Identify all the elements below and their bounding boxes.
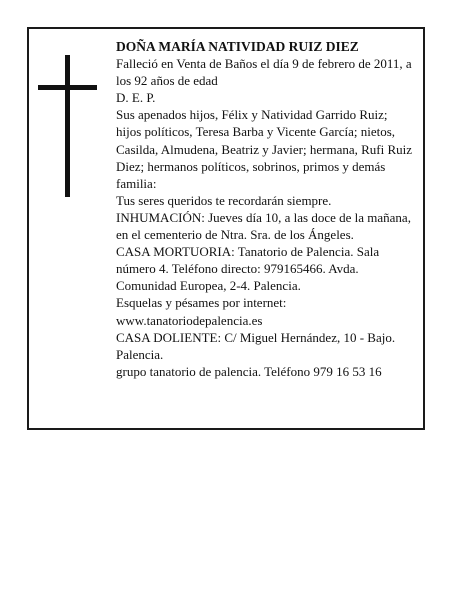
- obituary-text: [116, 38, 416, 380]
- deceased-name: DOÑA MARÍA NATIVIDAD RUIZ DIEZ: [116, 39, 359, 54]
- death-info: Falleció en Venta de Baños el día 9 de febrero de 2011, a los 92 años de edad: [116, 56, 412, 89]
- condolences-info: Esquelas y pésames por internet: www.tanatoriodepalencia.es: [116, 295, 287, 328]
- cross-icon-bar: [38, 85, 97, 90]
- memorial-message: Tus seres queridos te recordarán siempre.: [116, 192, 332, 208]
- mourning-house-info: CASA DOLIENTE: C/ Miguel Hernández, 10 - Bajo. Palencia.: [116, 329, 396, 362]
- family-list: Sus apenados hijos, Félix y Natividad Garrido Ruiz; hijos políticos, Teresa Barba y Vicente García; nietos, Casilda, Almudena, Beatriz y Javier; hermana, Rufi Ruiz Diez; hermanos políticos, sobrinos, primos y demás familia:: [116, 107, 413, 191]
- burial-info: INHUMACIÓN: Jueves día 10, a las doce de la mañana, en el cementerio de Ntra. Sra. de los Ángeles.: [116, 209, 411, 243]
- rip-text: D. E. P.: [116, 90, 156, 106]
- group-contact: grupo tanatorio de palencia. Teléfono 979 16 53 16: [116, 363, 382, 379]
- funeral-home-info: CASA MORTUORIA: Tanatorio de Palencia. Sala número 4. Teléfono directo: 979165466. Avda. Comunidad Europea, 2-4. Palencia.: [116, 244, 380, 294]
- cross-icon: [65, 55, 70, 197]
